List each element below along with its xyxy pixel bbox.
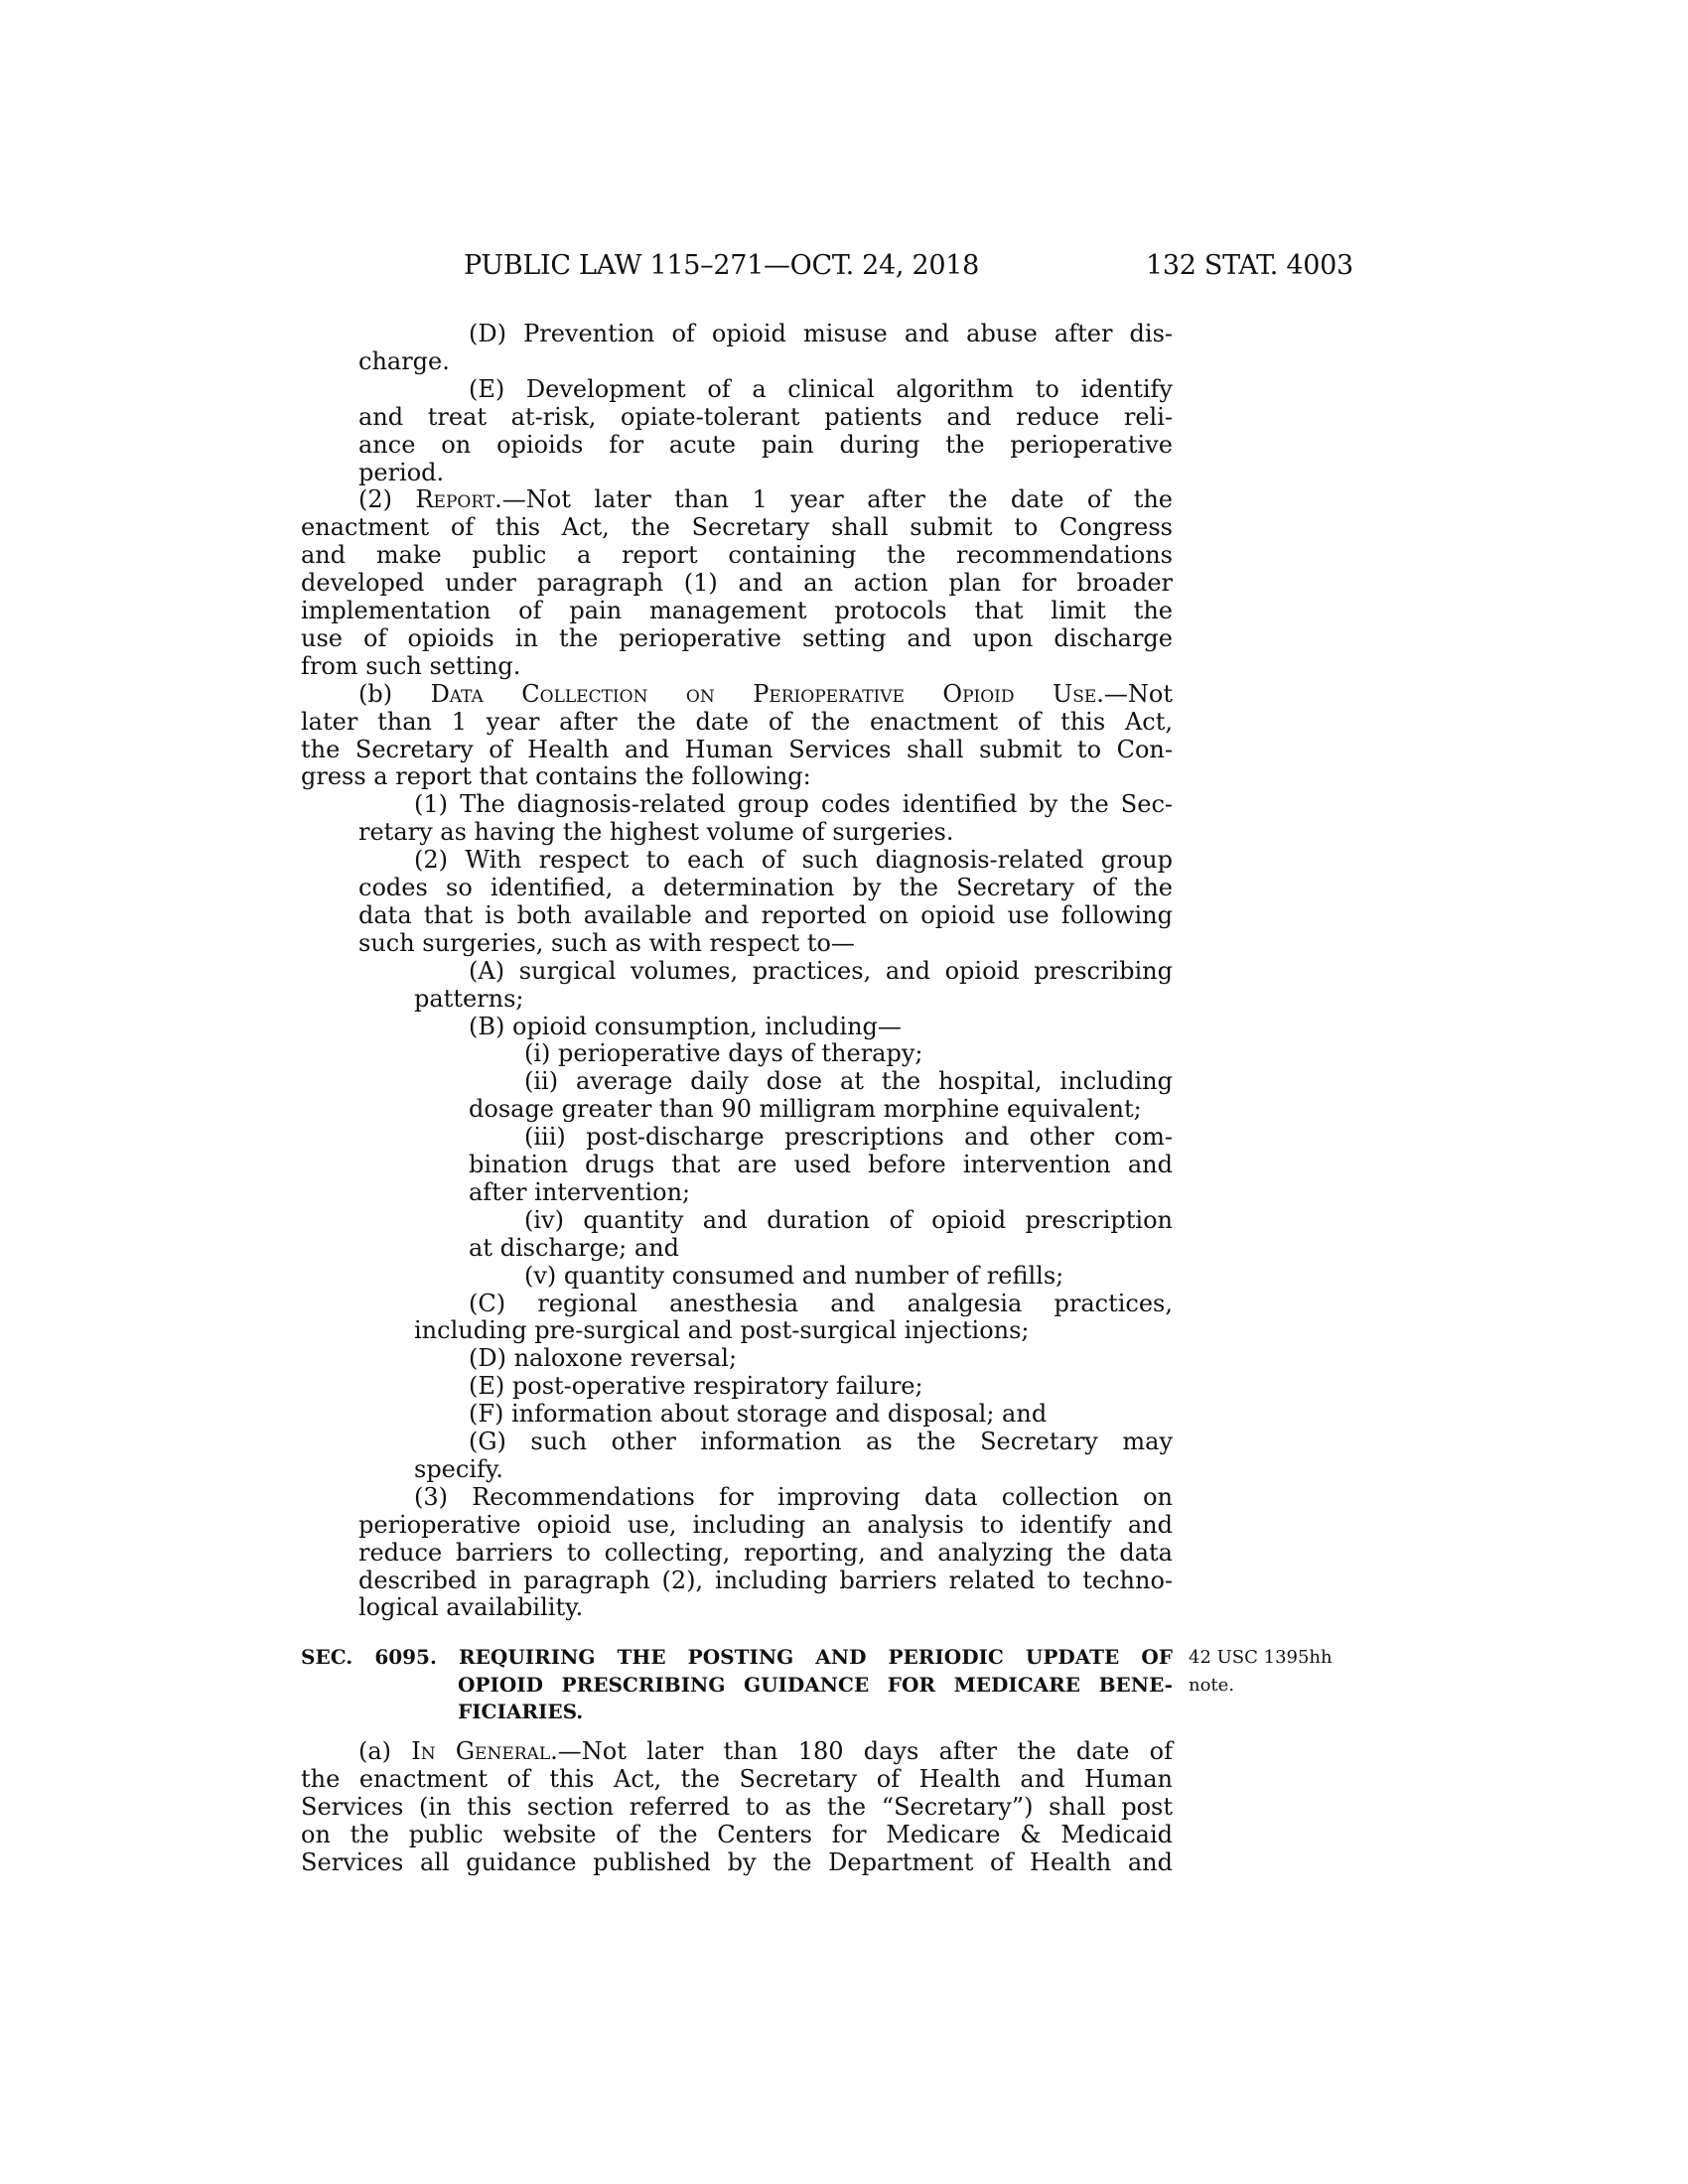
body-line: use of opioids in the perioperative setting and upon discharge [301,623,1173,652]
margin-note: note. [1189,1674,1235,1696]
body-line: specify. [414,1454,503,1483]
body-line: (iv) quantity and duration of opioid prescription [524,1205,1173,1234]
body-line: (B) opioid consumption, including— [469,1012,902,1040]
body-line: (2) Report.—Not later than 1 year after the date of the [358,485,1174,514]
body-line: perioperative opioid use, including an analysis to identify and [358,1510,1173,1539]
body-line: including pre-surgical and post-surgical injections; [414,1316,1030,1345]
body-line: from such setting. [301,651,521,680]
body-line: such surgeries, such as with respect to— [358,928,855,957]
body-line: logical availability. [358,1593,584,1622]
small-caps-heading: Report [415,485,495,514]
body-line: (iii) post-discharge prescriptions and other com- [524,1123,1173,1152]
body-line: and make public a report containing the recommendations [301,541,1173,570]
body-line: (E) post-operative respiratory failure; [469,1372,923,1401]
body-line: (b) Data Collection on Perioperative Opioid Use.—Not [358,679,1173,708]
body-line: period. [358,458,445,486]
body-line: reduce barriers to collecting, reporting, and analyzing the data [358,1538,1173,1567]
body-line: ance on opioids for acute pain during the perioperative [358,430,1173,459]
body-line: (D) naloxone reversal; [469,1344,738,1373]
body-line: data that is both available and reported on opioid use following [358,900,1173,929]
body-line: gress a report that contains the following: [301,762,811,791]
body-line: at discharge; and [469,1233,680,1262]
body-line: later than 1 year after the date of the enactment of this Act, [301,707,1173,736]
section-heading-line: FICIARIES. [458,1700,584,1723]
body-line: developed under paragraph (1) and an action plan for broader [301,569,1173,598]
body-line: codes so identified, a determination by the Secretary of the [358,874,1173,901]
body-line: (C) regional anesthesia and analgesia practices, [469,1289,1173,1317]
margin-note: 42 USC 1395hh [1189,1647,1333,1668]
body-line: (E) Development of a clinical algorithm to identify [469,374,1173,403]
section-heading-line: SEC. 6095. REQUIRING THE POSTING AND PERIODIC UPDATE OF [301,1645,1173,1669]
body-line: patterns; [414,984,524,1013]
body-line: and treat at-risk, opiate-tolerant patients and reduce reli- [358,402,1173,431]
body-line: (i) perioperative days of therapy; [524,1039,923,1068]
small-caps-heading: In General [411,1737,551,1765]
body-line: (2) With respect to each of such diagnosis-related group [414,846,1173,875]
body-line: (D) Prevention of opioid misuse and abuse after dis- [469,320,1173,347]
page-number: 132 STAT. 4003 [1146,250,1353,281]
body-line: after intervention; [469,1177,691,1206]
body-line: (1) The diagnosis-related group codes identified by the Sec- [414,790,1173,819]
body-line: charge. [358,346,450,375]
section-a-line: (a) In General.—Not later than 180 days after the date of [358,1737,1173,1765]
section-a-line: Services all guidance published by the Department of Health and [301,1847,1173,1876]
body-line: (A) surgical volumes, practices, and opioid prescribing [469,956,1173,985]
body-line: (ii) average daily dose at the hospital, including [524,1067,1173,1096]
section-a-line: Services (in this section referred to as the “Secretary”) shall post [301,1792,1173,1821]
body-line: implementation of pain management protocols that limit the [301,597,1173,624]
section-heading-line: OPIOID PRESCRIBING GUIDANCE FOR MEDICARE BENE- [458,1672,1173,1697]
body-line: (F) information about storage and disposal; and [469,1400,1048,1429]
section-a-line: the enactment of this Act, the Secretary of Health and Human [301,1764,1173,1793]
body-line: (G) such other information as the Secretary may [469,1428,1173,1455]
body-line: the Secretary of Health and Human Services shall submit to Con- [301,735,1173,763]
body-line: (3) Recommendations for improving data collection on [414,1482,1173,1511]
body-line: (v) quantity consumed and number of refills; [524,1261,1064,1290]
body-line: enactment of this Act, the Secretary shall submit to Congress [301,513,1173,542]
body-line: retary as having the highest volume of surgeries. [358,818,954,847]
small-caps-heading: Data Collection on Perioperative Opioid Use [430,679,1097,708]
body-line: bination drugs that are used before intervention and [469,1151,1173,1178]
body-line: described in paragraph (2), including barriers related to techno- [358,1566,1173,1594]
body-line: dosage greater than 90 milligram morphine equivalent; [469,1095,1142,1124]
section-a-line: on the public website of the Centers for Medicare & Medicaid [301,1820,1173,1848]
running-header-title: PUBLIC LAW 115–271—OCT. 24, 2018 [464,250,979,281]
